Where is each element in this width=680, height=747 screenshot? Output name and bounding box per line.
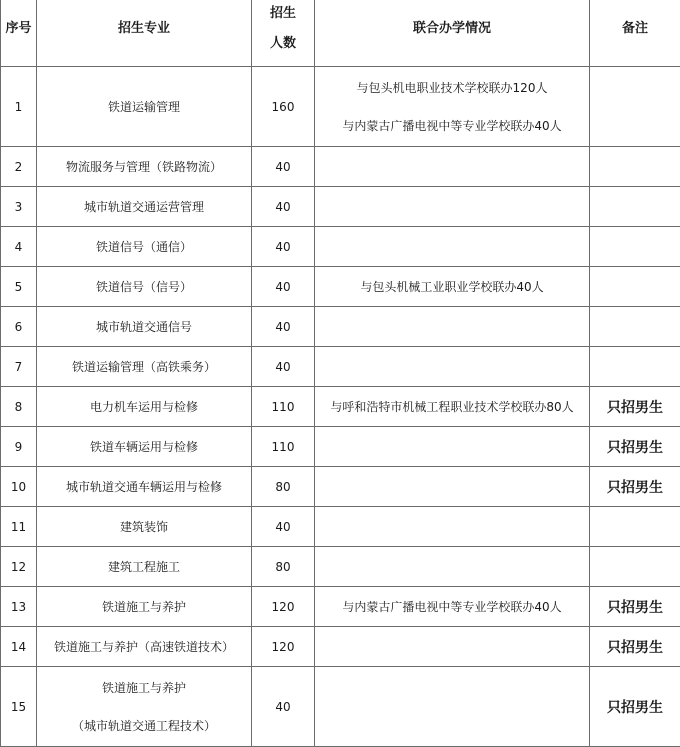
header-note: 备注 xyxy=(590,0,680,67)
row-major: 建筑装饰 xyxy=(37,507,252,547)
row-seq: 5 xyxy=(1,267,37,307)
row-joint xyxy=(315,147,590,187)
row-major: 城市轨道交通信号 xyxy=(37,307,252,347)
table-row xyxy=(1,147,680,187)
table-row xyxy=(1,507,680,547)
row-seq: 9 xyxy=(1,427,37,467)
row-seq: 11 xyxy=(1,507,37,547)
row-count: 40 xyxy=(252,347,315,387)
table-row xyxy=(1,307,680,347)
row-count: 40 xyxy=(252,667,315,747)
row-joint xyxy=(315,467,590,507)
row-seq: 14 xyxy=(1,627,37,667)
row-joint xyxy=(315,627,590,667)
row-note: 只招男生 xyxy=(590,667,680,747)
row-major: 铁道运输管理（高铁乘务） xyxy=(37,347,252,387)
row-count: 120 xyxy=(252,587,315,627)
table-row xyxy=(1,627,680,667)
row-count: 40 xyxy=(252,187,315,227)
table-row xyxy=(1,587,680,627)
row-major-line1: 铁道施工与养护 xyxy=(39,669,249,707)
row-joint: 与内蒙古广播电视中等专业学校联办40人 xyxy=(315,587,590,627)
row-note: 只招男生 xyxy=(590,627,680,667)
header-major: 招生专业 xyxy=(37,0,252,67)
row-joint xyxy=(315,507,590,547)
row-count: 40 xyxy=(252,267,315,307)
row-joint xyxy=(315,347,590,387)
row-seq: 2 xyxy=(1,147,37,187)
table-row xyxy=(1,187,680,227)
table-row xyxy=(1,67,680,147)
row-joint: 与包头机械工业职业学校联办40人 xyxy=(315,267,590,307)
table-row xyxy=(1,347,680,387)
row-note xyxy=(590,547,680,587)
row-joint xyxy=(315,67,590,147)
row-joint xyxy=(315,187,590,227)
row-count: 40 xyxy=(252,227,315,267)
row-major: 建筑工程施工 xyxy=(37,547,252,587)
row-joint-line1: 与包头机电职业技术学校联办120人 xyxy=(317,69,587,107)
header-count-line1: 招生 xyxy=(254,0,312,29)
row-count: 40 xyxy=(252,147,315,187)
row-note xyxy=(590,67,680,147)
row-note xyxy=(590,147,680,187)
table-row xyxy=(1,547,680,587)
row-seq: 3 xyxy=(1,187,37,227)
row-major: 铁道施工与养护 xyxy=(37,587,252,627)
row-count: 160 xyxy=(252,67,315,147)
row-major: 电力机车运用与检修 xyxy=(37,387,252,427)
row-count: 120 xyxy=(252,627,315,667)
row-major: 铁道施工与养护（高速铁道技术） xyxy=(37,627,252,667)
row-note: 只招男生 xyxy=(590,467,680,507)
row-major: 铁道车辆运用与检修 xyxy=(37,427,252,467)
header-count-line2: 人数 xyxy=(254,29,312,59)
row-note: 只招男生 xyxy=(590,587,680,627)
row-joint xyxy=(315,667,590,747)
row-major: 城市轨道交通车辆运用与检修 xyxy=(37,467,252,507)
row-seq: 10 xyxy=(1,467,37,507)
table-row xyxy=(1,227,680,267)
row-count: 110 xyxy=(252,387,315,427)
table-row xyxy=(1,267,680,307)
row-note xyxy=(590,507,680,547)
row-major: 铁道信号（信号） xyxy=(37,267,252,307)
header-seq: 序号 xyxy=(1,0,37,67)
row-seq: 12 xyxy=(1,547,37,587)
row-joint xyxy=(315,307,590,347)
row-seq: 15 xyxy=(1,667,37,747)
row-major: 城市轨道交通运营管理 xyxy=(37,187,252,227)
row-joint xyxy=(315,547,590,587)
row-note xyxy=(590,267,680,307)
row-seq: 6 xyxy=(1,307,37,347)
table-row xyxy=(1,387,680,427)
table-row xyxy=(1,467,680,507)
row-joint xyxy=(315,427,590,467)
row-seq: 8 xyxy=(1,387,37,427)
header-row xyxy=(1,0,680,67)
row-joint-line2: 与内蒙古广播电视中等专业学校联办40人 xyxy=(317,107,587,145)
row-count: 40 xyxy=(252,507,315,547)
row-seq: 13 xyxy=(1,587,37,627)
row-count: 110 xyxy=(252,427,315,467)
table-row xyxy=(1,427,680,467)
header-joint: 联合办学情况 xyxy=(315,0,590,67)
row-note: 只招男生 xyxy=(590,387,680,427)
row-major: 物流服务与管理（铁路物流） xyxy=(37,147,252,187)
row-count: 40 xyxy=(252,307,315,347)
row-seq: 1 xyxy=(1,67,37,147)
row-seq: 4 xyxy=(1,227,37,267)
row-note xyxy=(590,347,680,387)
row-note xyxy=(590,227,680,267)
table-row xyxy=(1,667,680,747)
row-count: 80 xyxy=(252,467,315,507)
row-seq: 7 xyxy=(1,347,37,387)
row-major-line2: （城市轨道交通工程技术） xyxy=(39,707,249,745)
row-major: 铁道信号（通信） xyxy=(37,227,252,267)
row-joint xyxy=(315,227,590,267)
header-count xyxy=(252,0,315,67)
row-note xyxy=(590,307,680,347)
row-major xyxy=(37,667,252,747)
row-major: 铁道运输管理 xyxy=(37,67,252,147)
row-joint: 与呼和浩特市机械工程职业技术学校联办80人 xyxy=(315,387,590,427)
row-count: 80 xyxy=(252,547,315,587)
row-note xyxy=(590,187,680,227)
row-note: 只招男生 xyxy=(590,427,680,467)
